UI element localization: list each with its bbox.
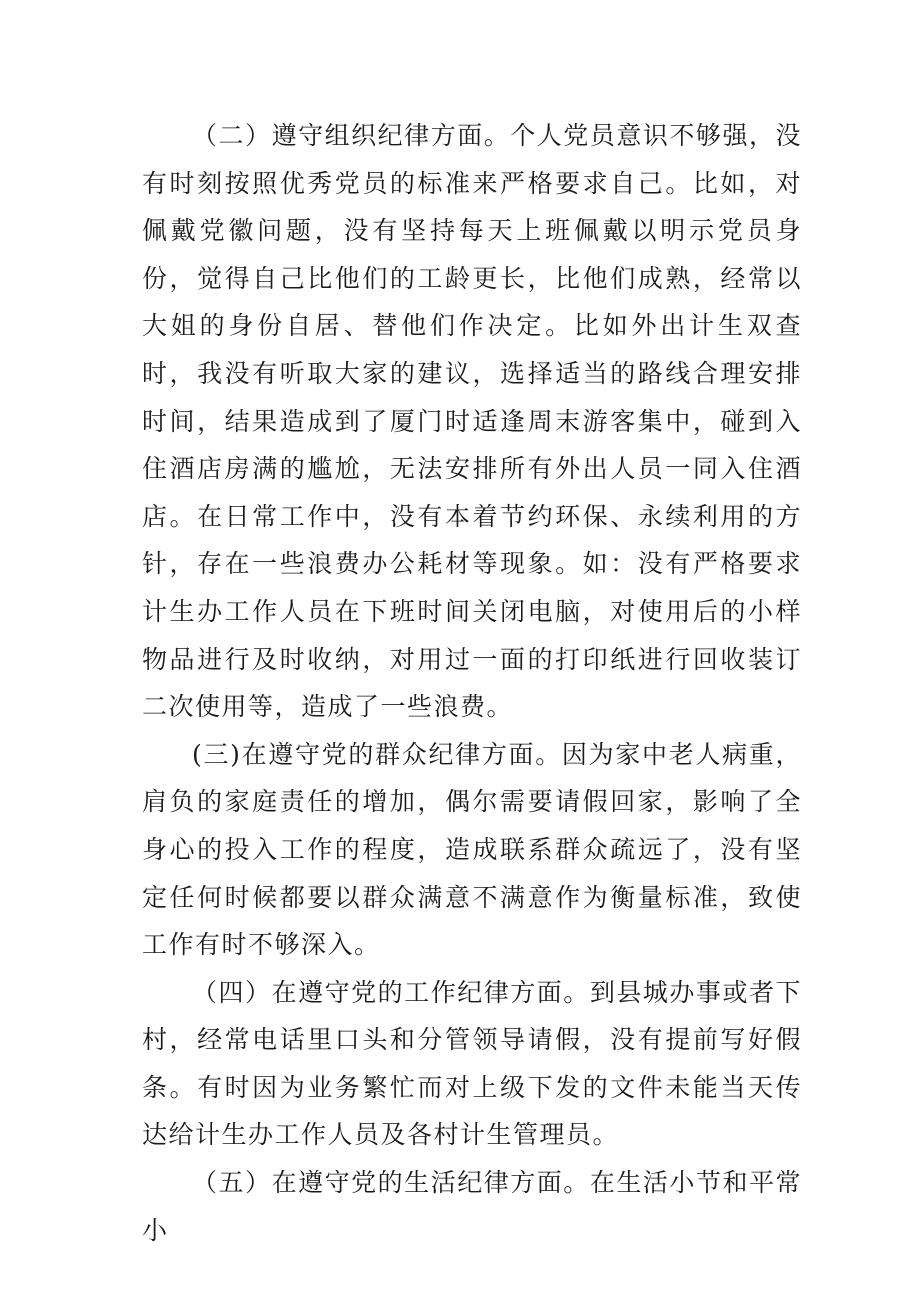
paragraph-work-discipline: （四）在遵守党的工作纪律方面。到县城办事或者下村，经常电话里口头和分管领导请假，没有提前写好假条。有时因为业务繁忙而对上级下发的文件未能当天传达给计生办工作人员及各村计生管理员。	[142, 977, 802, 1150]
paragraph-organizational-discipline: （二）遵守组织纪律方面。个人党员意识不够强，没有时刻按照优秀党员的标准来严格要求自己。比如，对佩戴党徽问题，没有坚持每天上班佩戴以明示党员身份，觉得自己比他们的工龄更长，比他们成熟，经常以大姐的身份自居、替他们作决定。比如外出计生双查时，我没有听取大家的建议，选择适当的路线合理安排时间，结果造成到了厦门时适逢周末游客集中，碰到入住酒店房满的尴尬，无法安排所有外出人员一同入住酒店。在日常工作中，没有本着节约环保、永续利用的方针，存在一些浪费办公耗材等现象。如：没有严格要求计生办工作人员在下班时间关闭电脑，对使用后的小样物品进行及时收纳，对用过一面的打印纸进行回收装订二次使用等，造成了一些浪费。	[142, 121, 802, 722]
paragraph-life-discipline: （五）在遵守党的生活纪律方面。在生活小节和平常小	[142, 1168, 802, 1245]
paragraph-mass-discipline: (三)在遵守党的群众纪律方面。因为家中老人病重，肩负的家庭责任的增加，偶尔需要请假回家，影响了全身心的投入工作的程度，造成联系群众疏远了，没有坚定任何时候都要以群众满意不满意作为衡量标准，致使工作有时不够深入。	[142, 739, 802, 960]
document-body	[142, 112, 802, 1254]
